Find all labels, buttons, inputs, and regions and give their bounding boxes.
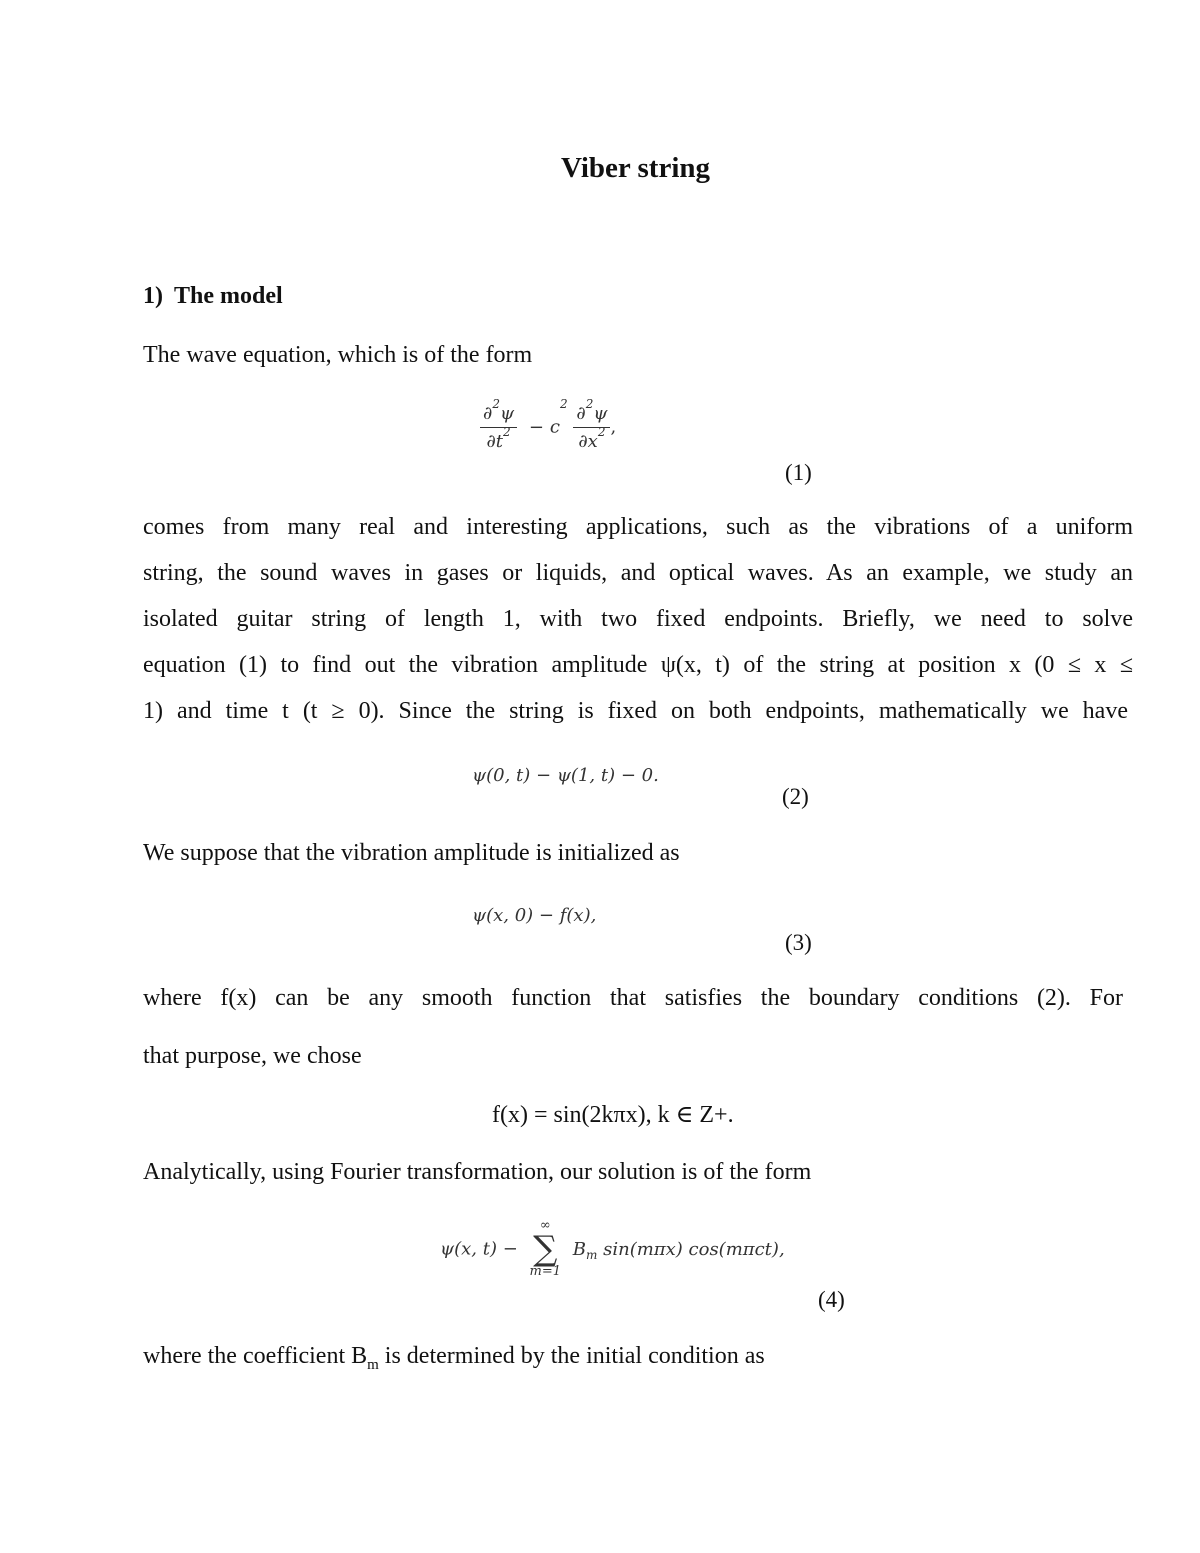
equation-boundary: ψ(0, t) − ψ(1, t) − 0. — [472, 765, 659, 786]
section-heading — [143, 283, 283, 310]
equation-label-4: (4) — [818, 1287, 845, 1312]
equation-label-1: (1) — [785, 460, 812, 485]
equation-label-3: (3) — [785, 930, 812, 955]
paragraph-solution: Analytically, using Fourier transformation, our solution is of the form — [143, 1159, 812, 1185]
paragraph-line: comes from many real and interesting applications, such as the vibrations of a uniform — [143, 514, 1133, 540]
section-number: 1) — [143, 283, 163, 309]
paragraph-line: where f(x) can be any smooth function that satisfies the boundary conditions (2). For — [143, 985, 1123, 1011]
section-title: The model — [174, 283, 283, 309]
fraction-space: $\frac{\partial^2\psi}{\partial x^2}$ — [573, 403, 610, 452]
equation-wave: $\frac{\partial^2\psi}{\partial t^2}$ − $c^2$ $\frac{\partial^2\psi}{\partial x^2}$ , — [480, 403, 616, 452]
paragraph-line: string, the sound waves in gases or liquids, and optical waves. As an example, we study an — [143, 560, 1133, 586]
paragraph-intro: The wave equation, which is of the form — [143, 342, 533, 368]
formula-f: f(x) = sin(2kπx), k ∈ Z+. — [492, 1102, 734, 1128]
paragraph-line: equation (1) to find out the vibration amplitude ψ(x, t) of the string at position x (0 ≤ x ≤ — [143, 652, 1133, 678]
equation-initial: ψ(x, 0) − f(x), — [472, 905, 597, 926]
paragraph-line: 1) and time t (t ≥ 0). Since the string is fixed on both endpoints, mathematically we have — [143, 698, 1128, 724]
paragraph-coefficient: where the coefficient $B_m$ is determined by the initial condition as — [143, 1343, 765, 1373]
equation-label-2: (2) — [782, 784, 809, 809]
paragraph-init: We suppose that the vibration amplitude is initialized as — [143, 840, 680, 866]
sum-symbol: ∞ ∑ m=1 — [529, 1218, 562, 1279]
fraction-time: $\frac{\partial^2\psi}{\partial t^2}$ — [480, 403, 517, 452]
paragraph-line: isolated guitar string of length 1, with two fixed endpoints. Briefly, we need to solve — [143, 606, 1133, 632]
equation-series: ψ(x, t) − ∞ ∑ m=1 $B_m$ sin(mπx) cos(mπct), — [440, 1218, 785, 1279]
document-title: Viber string — [560, 152, 711, 184]
paragraph-line: that purpose, we chose — [143, 1043, 362, 1069]
